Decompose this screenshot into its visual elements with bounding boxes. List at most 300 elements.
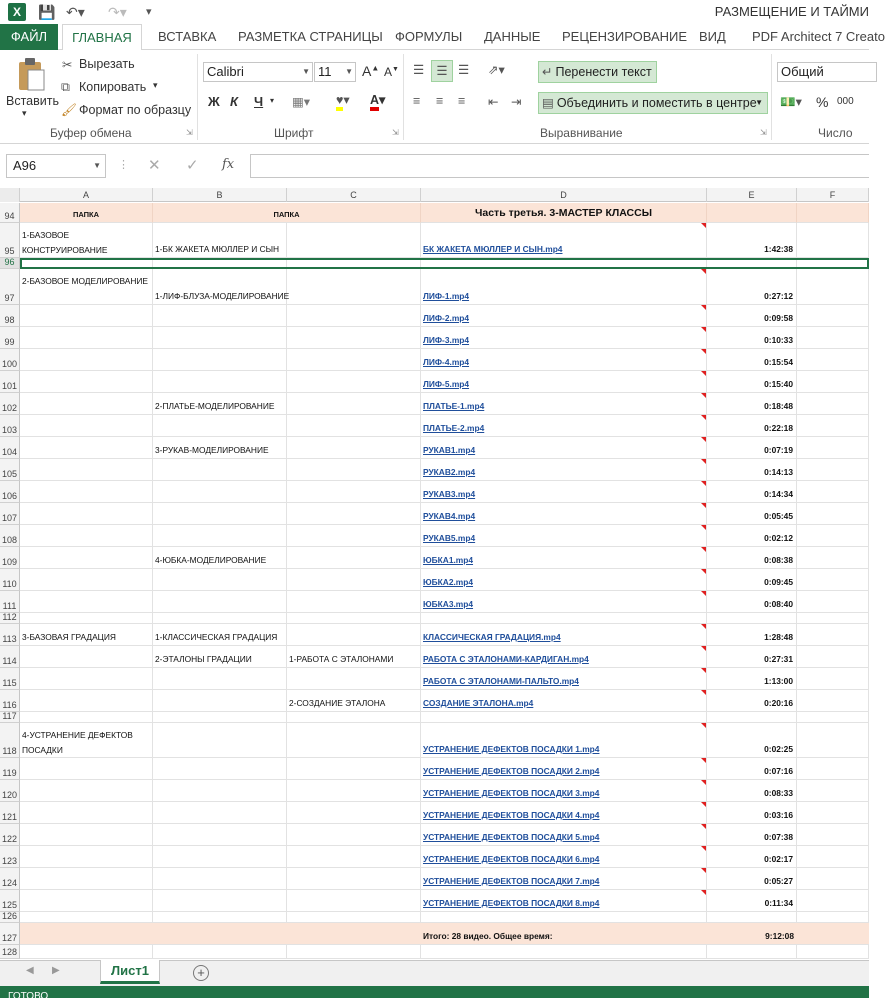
cell-c[interactable]: [287, 712, 421, 723]
cell-a[interactable]: [20, 393, 153, 415]
cell-b[interactable]: [153, 646, 287, 668]
cell-c[interactable]: [287, 668, 421, 690]
cell-b[interactable]: [153, 824, 287, 846]
comment-indicator-icon[interactable]: [701, 349, 706, 354]
cell-e[interactable]: [707, 923, 797, 945]
cell-d[interactable]: [421, 690, 707, 712]
cell-d[interactable]: [421, 758, 707, 780]
cell-c[interactable]: [287, 723, 421, 758]
cell-e[interactable]: [707, 223, 797, 258]
cell-a[interactable]: [20, 481, 153, 503]
comment-indicator-icon[interactable]: [701, 690, 706, 695]
comment-indicator-icon[interactable]: [701, 668, 706, 673]
tab-review[interactable]: РЕЦЕНЗИРОВАНИЕ: [562, 29, 688, 44]
tab-data[interactable]: ДАННЫЕ: [484, 29, 541, 44]
cell-f[interactable]: [797, 723, 869, 758]
cell-e[interactable]: [707, 525, 797, 547]
cell-f[interactable]: [797, 569, 869, 591]
cell-e[interactable]: [707, 459, 797, 481]
align-center-icon[interactable]: ≡: [436, 94, 444, 108]
cell-e[interactable]: [707, 371, 797, 393]
cell-f[interactable]: [797, 802, 869, 824]
cell-b[interactable]: [153, 481, 287, 503]
prev-sheet-icon[interactable]: ◀: [26, 965, 34, 976]
cell-e[interactable]: [707, 624, 797, 646]
row-header[interactable]: [0, 846, 20, 868]
cell-d[interactable]: [421, 613, 707, 624]
cell-e[interactable]: [707, 668, 797, 690]
cell-f[interactable]: [797, 868, 869, 890]
cell-d[interactable]: [421, 223, 707, 258]
undo-icon[interactable]: ↶▾: [66, 4, 85, 20]
cell-e[interactable]: [707, 349, 797, 371]
comment-indicator-icon[interactable]: [701, 437, 706, 442]
decrease-indent-icon[interactable]: ⇤: [488, 95, 499, 109]
copy-button[interactable]: Копировать: [79, 80, 147, 94]
cell-a[interactable]: [20, 223, 153, 258]
cell-a[interactable]: [20, 945, 153, 959]
row-header[interactable]: [0, 437, 20, 459]
cell-c[interactable]: [287, 690, 421, 712]
cell-d[interactable]: [421, 437, 707, 459]
comment-indicator-icon[interactable]: [701, 481, 706, 486]
underline-dropdown-icon[interactable]: ▾: [270, 96, 275, 105]
font-launcher-icon[interactable]: ⇲: [392, 128, 399, 137]
row-header[interactable]: [0, 569, 20, 591]
row-header[interactable]: [0, 712, 20, 723]
select-all-corner[interactable]: [0, 188, 20, 202]
cell-e[interactable]: [707, 547, 797, 569]
cell-f[interactable]: [797, 780, 869, 802]
cell-c[interactable]: [287, 780, 421, 802]
comment-indicator-icon[interactable]: [701, 305, 706, 310]
orientation-icon[interactable]: ⇗▾: [488, 63, 505, 77]
cell-b[interactable]: [153, 591, 287, 613]
comment-indicator-icon[interactable]: [701, 223, 706, 228]
row-header[interactable]: [0, 223, 20, 258]
cell-d[interactable]: [421, 547, 707, 569]
cell-b[interactable]: [153, 868, 287, 890]
cell-a[interactable]: [20, 327, 153, 349]
paste-dropdown-icon[interactable]: ▾: [22, 108, 27, 118]
cell-b[interactable]: [153, 624, 287, 646]
cell-a[interactable]: [20, 371, 153, 393]
row-header[interactable]: [0, 780, 20, 802]
cell-b[interactable]: [153, 203, 421, 223]
cell-d[interactable]: [421, 415, 707, 437]
align-bottom-icon[interactable]: ☰: [458, 63, 470, 77]
comment-indicator-icon[interactable]: [701, 547, 706, 552]
cell-b[interactable]: [153, 780, 287, 802]
cell-d[interactable]: [421, 503, 707, 525]
cell-c[interactable]: [287, 591, 421, 613]
cell-a[interactable]: [20, 802, 153, 824]
cell-d[interactable]: [421, 203, 707, 223]
cell-d[interactable]: [421, 712, 707, 723]
format-painter-button[interactable]: Формат по образцу: [79, 103, 192, 117]
cell-d[interactable]: [421, 371, 707, 393]
cell-d[interactable]: [421, 912, 707, 923]
cell-f[interactable]: [797, 459, 869, 481]
comment-indicator-icon[interactable]: [701, 569, 706, 574]
cell-c[interactable]: [287, 802, 421, 824]
cell-d[interactable]: [421, 802, 707, 824]
cell-f[interactable]: [797, 547, 869, 569]
bold-button[interactable]: Ж: [208, 94, 220, 109]
cell-c[interactable]: [287, 846, 421, 868]
row-header[interactable]: [0, 525, 20, 547]
grow-font-icon[interactable]: A▲: [362, 63, 380, 79]
cell-e[interactable]: [707, 305, 797, 327]
cell-b[interactable]: [153, 890, 287, 912]
cell-e[interactable]: [707, 613, 797, 624]
cell-b[interactable]: [153, 371, 287, 393]
cell-e[interactable]: [707, 437, 797, 459]
shrink-font-icon[interactable]: A▼: [384, 65, 399, 79]
cell-d[interactable]: [421, 591, 707, 613]
cell-c[interactable]: [287, 503, 421, 525]
comment-indicator-icon[interactable]: [701, 624, 706, 629]
comment-indicator-icon[interactable]: [701, 415, 706, 420]
percent-button[interactable]: %: [816, 94, 829, 110]
cell-c[interactable]: [287, 912, 421, 923]
cell-c[interactable]: [287, 223, 421, 258]
row-header[interactable]: [0, 327, 20, 349]
wrap-text-button[interactable]: [538, 61, 657, 83]
comment-indicator-icon[interactable]: [701, 758, 706, 763]
format-painter-icon[interactable]: 🖌: [61, 103, 77, 117]
cell-d[interactable]: [421, 459, 707, 481]
tab-insert[interactable]: ВСТАВКА: [158, 29, 217, 44]
comment-indicator-icon[interactable]: [701, 503, 706, 508]
cell-f[interactable]: [797, 203, 869, 223]
cell-a[interactable]: [20, 824, 153, 846]
cell-a[interactable]: [20, 349, 153, 371]
cell-d[interactable]: [421, 569, 707, 591]
row-header[interactable]: [0, 503, 20, 525]
number-format-select[interactable]: [777, 62, 877, 82]
cell-d[interactable]: [421, 923, 707, 945]
cell-c[interactable]: [287, 269, 421, 305]
column-header-d[interactable]: D: [421, 188, 707, 202]
paste-icon[interactable]: [16, 56, 46, 92]
tab-pdf-architect[interactable]: PDF Architect 7 Creato: [752, 29, 885, 44]
comment-indicator-icon[interactable]: [701, 780, 706, 785]
row-header[interactable]: [0, 912, 20, 923]
increase-indent-icon[interactable]: ⇥: [511, 95, 522, 109]
cell-a[interactable]: [20, 203, 153, 223]
comment-indicator-icon[interactable]: [701, 646, 706, 651]
cell-e[interactable]: [707, 846, 797, 868]
cell-c[interactable]: [287, 525, 421, 547]
add-sheet-button[interactable]: +: [193, 965, 209, 981]
cut-icon[interactable]: ✂: [62, 58, 73, 72]
thousands-button[interactable]: 000: [837, 96, 854, 107]
cell-f[interactable]: [797, 923, 869, 945]
cell-f[interactable]: [797, 503, 869, 525]
cell-b[interactable]: [153, 945, 287, 959]
comment-indicator-icon[interactable]: [701, 868, 706, 873]
comment-indicator-icon[interactable]: [701, 459, 706, 464]
tab-home[interactable]: ГЛАВНАЯ: [62, 24, 142, 51]
cell-d[interactable]: [421, 525, 707, 547]
cell-a[interactable]: [20, 646, 153, 668]
cell-b[interactable]: [153, 690, 287, 712]
alignment-launcher-icon[interactable]: ⇲: [760, 128, 767, 137]
tab-formulas[interactable]: ФОРМУЛЫ: [395, 29, 463, 44]
cell-b[interactable]: [153, 269, 290, 305]
row-header[interactable]: [0, 624, 20, 646]
cell-f[interactable]: [797, 393, 869, 415]
cell-b[interactable]: [153, 327, 287, 349]
cancel-icon[interactable]: ✕: [148, 157, 161, 174]
cell-f[interactable]: [797, 668, 869, 690]
cell-e[interactable]: [707, 802, 797, 824]
cell-f[interactable]: [797, 912, 869, 923]
row-header[interactable]: [0, 868, 20, 890]
font-color-icon[interactable]: A▾: [370, 92, 385, 107]
cell-b[interactable]: [153, 923, 287, 945]
cell-c[interactable]: [287, 481, 421, 503]
align-top-icon[interactable]: ☰: [413, 63, 425, 77]
cell-a[interactable]: [20, 780, 153, 802]
cell-f[interactable]: [797, 613, 869, 624]
comment-indicator-icon[interactable]: [701, 591, 706, 596]
paste-button[interactable]: Вставить: [6, 94, 59, 108]
copy-dropdown-icon[interactable]: ▾: [153, 80, 158, 90]
merge-center-button[interactable]: [538, 92, 768, 114]
cell-c[interactable]: [287, 569, 421, 591]
cell-c[interactable]: [287, 868, 421, 890]
copy-icon[interactable]: ⧉: [61, 80, 70, 94]
cell-b[interactable]: [153, 437, 287, 459]
cell-d[interactable]: [421, 868, 707, 890]
cell-a[interactable]: [20, 591, 153, 613]
cell-e[interactable]: [707, 723, 797, 758]
cell-f[interactable]: [797, 415, 869, 437]
cell-e[interactable]: [707, 591, 797, 613]
cell-a[interactable]: [20, 868, 153, 890]
cell-d[interactable]: [421, 846, 707, 868]
row-header[interactable]: [0, 802, 20, 824]
cell-a[interactable]: [20, 712, 153, 723]
cell-a[interactable]: [20, 624, 153, 646]
cell-d[interactable]: [421, 305, 707, 327]
cell-d[interactable]: [421, 393, 707, 415]
cell-e[interactable]: [707, 890, 797, 912]
sheet-tab[interactable]: Лист1: [100, 960, 160, 984]
row-header[interactable]: [0, 459, 20, 481]
cell-a[interactable]: [20, 846, 153, 868]
row-header[interactable]: [0, 349, 20, 371]
cell-e[interactable]: [707, 758, 797, 780]
cell-a[interactable]: [20, 758, 153, 780]
cell-a[interactable]: [20, 923, 153, 945]
clipboard-launcher-icon[interactable]: ⇲: [186, 128, 193, 137]
cell-a[interactable]: [20, 437, 153, 459]
cell-e[interactable]: [707, 945, 797, 959]
comment-indicator-icon[interactable]: [701, 824, 706, 829]
cell-a[interactable]: [20, 459, 153, 481]
cell-a[interactable]: [20, 503, 153, 525]
row-header[interactable]: [0, 758, 20, 780]
cell-e[interactable]: [707, 327, 797, 349]
cell-f[interactable]: [797, 269, 869, 305]
comment-indicator-icon[interactable]: [701, 890, 706, 895]
currency-icon[interactable]: 💵▾: [780, 95, 802, 109]
cell-d[interactable]: [421, 269, 707, 305]
row-header[interactable]: [0, 723, 20, 758]
cell-d[interactable]: [421, 945, 707, 959]
comment-indicator-icon[interactable]: [701, 371, 706, 376]
tab-file[interactable]: ФАЙЛ: [0, 24, 58, 50]
cell-f[interactable]: [797, 223, 869, 258]
customize-toolbar-icon[interactable]: ▾: [146, 6, 152, 18]
borders-icon[interactable]: ▦▾: [292, 95, 311, 109]
cell-c[interactable]: [287, 758, 421, 780]
cell-b[interactable]: [153, 503, 287, 525]
tab-view[interactable]: ВИД: [699, 29, 726, 44]
cell-f[interactable]: [797, 624, 869, 646]
name-box[interactable]: [6, 154, 106, 178]
cell-a[interactable]: [20, 415, 153, 437]
cell-f[interactable]: [797, 646, 869, 668]
cell-c[interactable]: [287, 305, 421, 327]
row-header[interactable]: [0, 393, 20, 415]
cell-e[interactable]: [707, 868, 797, 890]
cell-f[interactable]: [797, 371, 869, 393]
row-header[interactable]: [0, 203, 20, 223]
cell-d[interactable]: [421, 824, 707, 846]
insert-function-icon[interactable]: fx: [222, 157, 235, 172]
cell-f[interactable]: [797, 591, 869, 613]
cell-a[interactable]: [20, 912, 153, 923]
cell-e[interactable]: [707, 712, 797, 723]
cell-b[interactable]: [153, 846, 287, 868]
cell-d[interactable]: [421, 327, 707, 349]
cell-c[interactable]: [287, 371, 421, 393]
cell-a[interactable]: [20, 723, 153, 758]
column-header-f[interactable]: F: [797, 188, 869, 202]
row-header[interactable]: [0, 269, 20, 305]
comment-indicator-icon[interactable]: [701, 327, 706, 332]
cell-b[interactable]: [153, 305, 287, 327]
cell-f[interactable]: [797, 525, 869, 547]
cell-f[interactable]: [797, 690, 869, 712]
fill-color-icon[interactable]: ♥▾: [336, 92, 350, 107]
cell-b[interactable]: [153, 613, 287, 624]
row-header[interactable]: [0, 923, 20, 945]
redo-icon[interactable]: ↷▾: [108, 4, 127, 20]
row-header[interactable]: [0, 945, 20, 959]
cell-c[interactable]: [287, 459, 421, 481]
cell-c[interactable]: [287, 547, 421, 569]
cell-e[interactable]: [707, 912, 797, 923]
cell-b[interactable]: [153, 802, 287, 824]
cell-a[interactable]: [20, 569, 153, 591]
row-header[interactable]: [0, 690, 20, 712]
cell-a[interactable]: [20, 613, 153, 624]
cell-a[interactable]: [20, 269, 153, 305]
comment-indicator-icon[interactable]: [701, 802, 706, 807]
cell-d[interactable]: [421, 723, 707, 758]
cell-e[interactable]: [707, 415, 797, 437]
align-left-icon[interactable]: ≡: [413, 94, 421, 108]
comment-indicator-icon[interactable]: [701, 393, 706, 398]
font-size-select[interactable]: [314, 62, 356, 82]
tab-page-layout[interactable]: РАЗМЕТКА СТРАНИЦЫ: [238, 29, 383, 44]
cell-f[interactable]: [797, 824, 869, 846]
cell-e[interactable]: [707, 503, 797, 525]
cell-f[interactable]: [797, 349, 869, 371]
save-icon[interactable]: 💾: [38, 4, 56, 20]
cell-e[interactable]: [707, 569, 797, 591]
align-right-icon[interactable]: ≡: [458, 94, 466, 108]
cell-a[interactable]: [20, 890, 153, 912]
italic-button[interactable]: К: [230, 94, 238, 109]
cell-a[interactable]: [20, 525, 153, 547]
cell-c[interactable]: [287, 824, 421, 846]
cell-c[interactable]: [287, 393, 421, 415]
cell-a[interactable]: [20, 690, 153, 712]
cell-c[interactable]: [287, 327, 421, 349]
cell-f[interactable]: [797, 846, 869, 868]
cell-c[interactable]: [287, 437, 421, 459]
cell-b[interactable]: [153, 723, 287, 758]
row-header[interactable]: [0, 646, 20, 668]
cell-e[interactable]: [707, 690, 797, 712]
cell-e[interactable]: [707, 646, 797, 668]
row-header[interactable]: [0, 890, 20, 912]
cell-d[interactable]: [421, 349, 707, 371]
enter-icon[interactable]: ✓: [186, 157, 199, 174]
comment-indicator-icon[interactable]: [701, 269, 706, 274]
font-name-select[interactable]: [203, 62, 313, 82]
cell-f[interactable]: [797, 437, 869, 459]
cell-b[interactable]: [153, 569, 287, 591]
cell-b[interactable]: [153, 525, 287, 547]
cell-c[interactable]: [287, 923, 421, 945]
cell-f[interactable]: [797, 712, 869, 723]
cut-button[interactable]: Вырезать: [79, 57, 135, 71]
row-header[interactable]: [0, 613, 20, 624]
row-header[interactable]: [0, 305, 20, 327]
cell-e[interactable]: [707, 481, 797, 503]
cell-f[interactable]: [797, 327, 869, 349]
cell-a[interactable]: [20, 305, 153, 327]
column-header-c[interactable]: C: [287, 188, 421, 202]
cell-b[interactable]: [153, 459, 287, 481]
comment-indicator-icon[interactable]: [701, 525, 706, 530]
cell-f[interactable]: [797, 758, 869, 780]
cell-a[interactable]: [20, 547, 153, 569]
cell-b[interactable]: [153, 349, 287, 371]
cell-f[interactable]: [797, 481, 869, 503]
cell-f[interactable]: [797, 890, 869, 912]
cell-c[interactable]: [287, 646, 421, 668]
cell-b[interactable]: [153, 758, 287, 780]
cell-d[interactable]: [421, 668, 707, 690]
cell-c[interactable]: [287, 349, 421, 371]
cell-d[interactable]: [421, 890, 707, 912]
row-header[interactable]: [0, 824, 20, 846]
cell-b[interactable]: [153, 547, 287, 569]
formula-input[interactable]: [250, 154, 869, 178]
cell-f[interactable]: [797, 305, 869, 327]
row-header[interactable]: [0, 481, 20, 503]
row-header[interactable]: [0, 415, 20, 437]
cell-c[interactable]: [287, 890, 421, 912]
